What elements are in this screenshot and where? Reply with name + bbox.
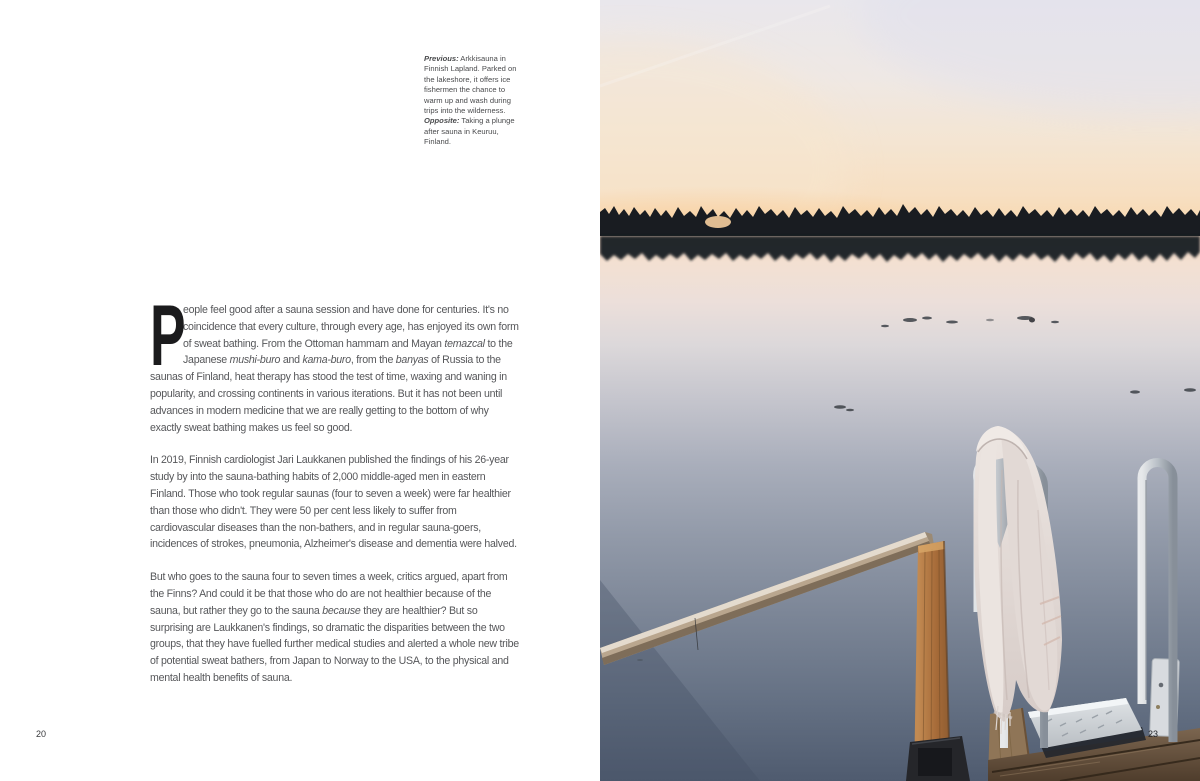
page-number-left: 20 (36, 729, 47, 739)
page-number-right: 23 (1148, 729, 1159, 739)
paragraph-3: But who goes to the sauna four to seven times a week, critics argued, apart from the Finns? And could it be that those who do are not healthier because of the sauna, but rather they go to the sauna because they are healthier? But so surprising are Laukkanen's findings, so dramatic the disparities between the two groups, that they have fuelled further medical studies and alerted a whole new tribe of potential sweat bathers, from Japan to Norway to the USA, to the physical and mental health benefits of sauna. (150, 571, 519, 684)
paragraph-2: In 2019, Finnish cardiologist Jari Laukkanen published the findings of his 26-year study by into the sauna-bathing habits of 2,000 middle-aged men in eastern Finland. Those who took regular saunas (four to seven a week) were far healthier than those who didn't. They were 50 per cent less likely to suffer from cardiovascular diseases than the non-bathers, and in regular sauna-goers, incidences of strokes, pneumonia, Alzheimer's disease and dementia were halved. (150, 454, 517, 551)
post-clamp (906, 736, 970, 781)
lake-sunset-photo (600, 0, 1200, 781)
drop-cap: P (150, 288, 186, 384)
tree-reflection (600, 236, 1200, 262)
right-page (600, 0, 1200, 781)
paragraph-1-text: eople feel good after a sauna session and have done for centuries. It's no coincidence that every culture, through every age, has enjoyed its own form of sweat bathing. From the Ottoman hammam and Mayan temazcal to the Japanese mushi-buro and kama-buro, from the banyas of Russia to the saunas of Finland, heat therapy has stood the test of time, waxing and waning in popularity, and crossing continents in various iterations. But it has not been until advances in modern medicine that we are really getting to the bottom of why exactly sweat bathing makes us feel so good. (150, 304, 519, 434)
treeline-gap (705, 216, 731, 228)
paragraph-1 (150, 288, 520, 436)
body-text (150, 288, 520, 703)
photo-caption: Previous: Arkkisauna in Finnish Lapland. Parked on the lakeshore, it offers ice fishermen the chance to warm up and wash during trips into the wilderness. Opposite: Taking a plunge after sauna in Keuruu, Finland. (424, 54, 517, 147)
